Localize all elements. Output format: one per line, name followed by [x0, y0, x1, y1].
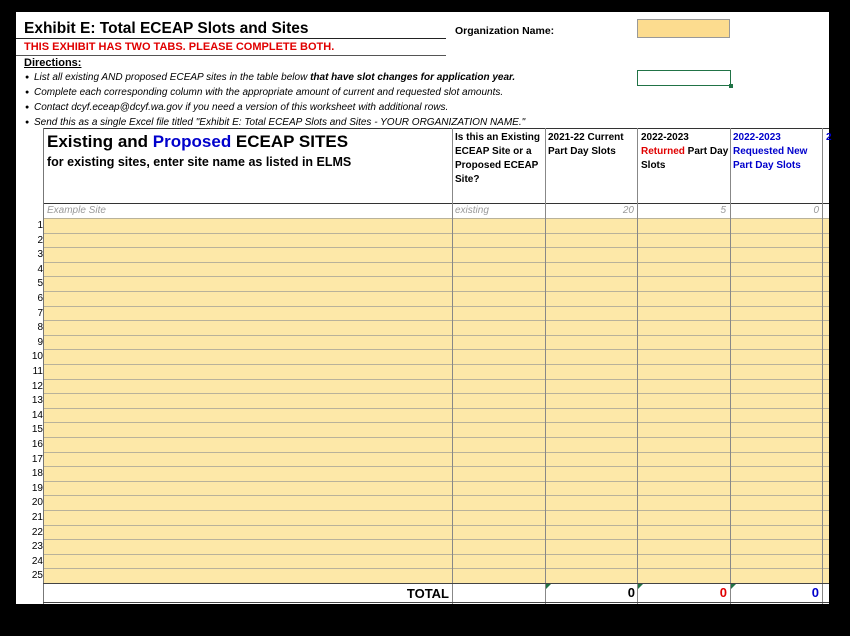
row-gridline	[43, 452, 829, 453]
row-number: 14	[31, 410, 43, 421]
direction-item: ● List all existing AND proposed ECEAP sites in the table below that have slot changes for application year.	[34, 72, 515, 83]
warning-text: THIS EXHIBIT HAS TWO TABS. PLEASE COMPLETE BOTH.	[24, 41, 335, 53]
row-gridline	[43, 422, 829, 423]
column-border	[452, 128, 453, 604]
row-gridline	[43, 495, 829, 496]
row-gridline	[43, 437, 829, 438]
direction-item: ● Contact dcyf.eceap@dcyf.wa.gov if you need a version of this worksheet with additional rows.	[34, 102, 448, 113]
row-number: 20	[31, 497, 43, 508]
formula-indicator	[638, 584, 643, 589]
col-header-existing: Is this an Existing ECEAP Site or a Proposed ECEAP Site?	[455, 132, 541, 185]
divider	[16, 55, 446, 56]
row-number: 25	[31, 570, 43, 581]
col-header-partial: 2	[826, 132, 832, 143]
row-gridline	[43, 568, 829, 569]
exhibit-title: Exhibit E: Total ECEAP Slots and Sites	[24, 20, 309, 37]
col-header-requested: 2022-2023 Requested New Part Day Slots	[733, 132, 808, 171]
row-gridline	[43, 393, 829, 394]
example-type: existing	[455, 205, 489, 216]
row-gridline	[43, 262, 829, 263]
col-header-current: 2021-22 Current Part Day Slots	[548, 132, 624, 157]
row-number: 15	[31, 424, 43, 435]
row-gridline	[43, 247, 829, 248]
row-gridline	[43, 306, 829, 307]
total-label: TOTAL	[406, 586, 449, 601]
direction-item: ● Send this as a single Excel file titled "Exhibit E: Total ECEAP Slots and Sites - YOUR ORGANIZATION NAME."	[34, 117, 525, 128]
column-border	[43, 128, 44, 604]
row-number: 12	[31, 381, 43, 392]
table-heading: Existing and Proposed ECEAP SITES	[47, 132, 349, 151]
row-gridline	[43, 554, 829, 555]
row-number: 17	[31, 454, 43, 465]
row-number: 22	[31, 527, 43, 538]
row-number: 11	[32, 366, 43, 377]
input-area[interactable]	[43, 218, 829, 583]
total-bottom-border	[43, 602, 829, 603]
spreadsheet	[16, 12, 832, 604]
total-current[interactable]: 0	[627, 585, 635, 600]
row-gridline	[43, 525, 829, 526]
column-border	[637, 128, 638, 604]
example-current: 20	[622, 205, 634, 216]
row-number: 18	[31, 468, 43, 479]
directions-label: Directions:	[24, 57, 82, 69]
column-border	[730, 128, 731, 604]
example-returned: 5	[720, 205, 726, 216]
row-number: 16	[31, 439, 43, 450]
row-number: 13	[31, 395, 43, 406]
row-gridline	[43, 320, 829, 321]
direction-item: ● Complete each corresponding column with the appropriate amount of current and requested slot amounts.	[34, 87, 503, 98]
row-number: 2	[37, 235, 43, 246]
row-number: 5	[37, 278, 43, 289]
column-border	[545, 128, 546, 604]
table-subheading: for existing sites, enter site name as listed in ELMS	[47, 155, 352, 169]
row-number: 8	[37, 322, 43, 333]
row-gridline	[43, 379, 829, 380]
row-gridline	[43, 408, 829, 409]
org-name-input[interactable]	[637, 19, 730, 38]
row-gridline	[43, 335, 829, 336]
row-number: 23	[31, 541, 43, 552]
total-returned[interactable]: 0	[719, 585, 727, 600]
formula-indicator	[546, 584, 551, 589]
row-gridline	[43, 364, 829, 365]
example-requested: 0	[813, 205, 819, 216]
row-number: 6	[37, 293, 43, 304]
row-number: 9	[37, 337, 43, 348]
row-gridline	[43, 291, 829, 292]
selected-cell[interactable]	[637, 70, 731, 86]
formula-indicator	[731, 584, 736, 589]
col-header-returned: 2022-2023 Returned Part Day Slots	[641, 132, 729, 171]
row-gridline	[43, 539, 829, 540]
row-gridline	[43, 466, 829, 467]
row-number: 1	[37, 220, 43, 231]
row-gridline	[43, 218, 829, 219]
row-number: 24	[31, 556, 43, 567]
row-number: 21	[31, 512, 43, 523]
header-top-border	[43, 128, 829, 129]
row-gridline	[43, 349, 829, 350]
row-number: 19	[31, 483, 43, 494]
row-number: 7	[37, 308, 43, 319]
column-border	[822, 128, 823, 604]
row-number: 3	[37, 249, 43, 260]
row-number: 4	[37, 264, 43, 275]
divider	[16, 38, 446, 39]
row-gridline	[43, 481, 829, 482]
row-gridline	[43, 233, 829, 234]
total-requested[interactable]: 0	[811, 585, 819, 600]
org-name-label: Organization Name:	[455, 25, 555, 37]
header-bottom-border	[43, 203, 829, 204]
total-top-border	[43, 583, 829, 584]
row-gridline	[43, 276, 829, 277]
row-number: 10	[31, 351, 43, 362]
example-site: Example Site	[47, 205, 106, 216]
row-gridline	[43, 510, 829, 511]
